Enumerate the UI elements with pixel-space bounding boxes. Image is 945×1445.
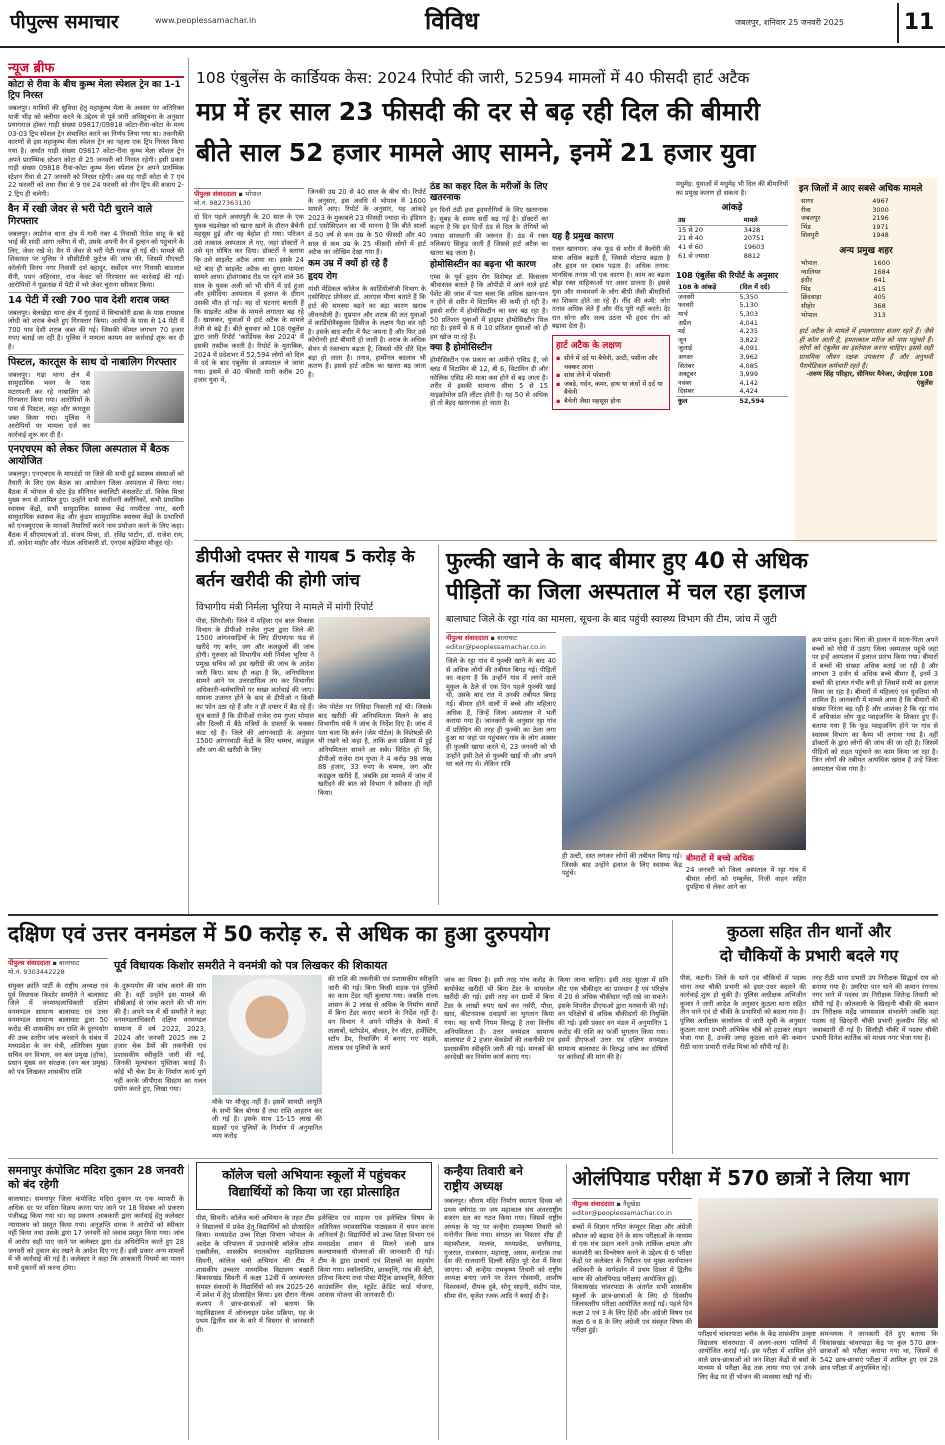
table-cell: 1600 <box>873 258 890 267</box>
lead-col-2 <box>308 188 426 528</box>
symptom-item: ▪ जबड़े, गर्दन, कमर, हाथ या कंधों में दर्द या बैचेनी <box>556 380 666 397</box>
olympiad-body: बच्चों में विज्ञान गणित कंप्यूटर शिक्षा और अंग्रेजी कौशल को बढ़ावा देने के साथ परीक्षाओं के माध्यम से एक मंच प्रदान करने उनके तार्किक क्षमता और कमजोरी का विश्लेषण करने के उद्देश्य से 6 परीक्षा केंद्रों पर कलेक्टर के निर्देशन एवं मुख्य कार्यपालन अधिकारी के मार्गदर्शन में प्रथम दिवस में द्वितीय चरण की ओलंपियाड परीक्षाएं आयोजित हुई। <box>572 1223 692 1283</box>
table-cell: 4967 <box>872 197 889 205</box>
page-number: 11 <box>897 3 939 43</box>
table-cell: 41 से 60 <box>678 242 704 251</box>
table-cell: 4,424 <box>739 387 758 396</box>
table-row <box>676 292 788 301</box>
table-cell: जून <box>678 335 687 344</box>
table-cell: 3428 <box>743 225 761 234</box>
section-rule <box>8 914 938 916</box>
table-row <box>799 285 933 294</box>
table-cell: 61 से ज्यादा <box>678 251 710 260</box>
column-rule <box>566 1164 567 1440</box>
table-cell: जबलपुर <box>801 214 821 223</box>
table-row <box>676 310 788 319</box>
table-cell: 5,130 <box>739 301 758 310</box>
forest-body: जांच का विषय है। इसी तरह पांच करोड़ के बायोवेस्ट खरीदी भी बिना टेंडर के वायरवेल खरीदी की गई। इसी तरह वन ग्रामों में बिना टेंडर के लाखों रुपए खर्च कर नर्सरी, पौधा, खाद, कीटनाशक दवाइयों का भुगतान किया गया। यह सभी नियम विरुद्ध है तथा वित्तीय अनियमितता है। उत्तर वनमंडल सामान्य बालाघाट में 2 हजार चेकडेमों की तकनीकी एवं प्रशासकीय स्वीकृति जारी की गई। मानकों की अनदेखी कर निर्माण कार्य कराए गए। <box>444 976 554 1062</box>
lead-col-3 <box>430 180 548 530</box>
table-cell: 21 से 40 <box>678 234 704 243</box>
byline-mobile: मो.नं. 9303442228 <box>8 968 65 976</box>
byline-city: भोपाल <box>244 190 261 198</box>
symptom-item: ▪ सीने में दर्द या बैचेनी, उल्टी, पसीना और चक्कर आना <box>556 354 666 371</box>
table-row <box>676 327 788 336</box>
symptom-item: ▪ बैचेनी जैसा महसूस होना <box>556 397 666 406</box>
table-cell: 5,303 <box>739 309 758 318</box>
table-cell: 4,235 <box>739 327 758 336</box>
table-row <box>676 319 788 328</box>
table-cell: सागर <box>801 197 814 205</box>
olympiad-body: विकासखंड चांवरपाठा के अंतर्गत सभी शासकीय स्कूलों के छात्र-छात्राओं के लिए दो दिवसीय जिलास्तरीय परीक्षा आयोजित कराई गई। पहले दिन कक्षा 2 एवं 3 के लिए हिंदी और अंग्रेजी विषय एवं कक्षा 6 व 8 के लिए अंग्रेजी एवं संस्कृत विषय की परीक्षा हुई। <box>572 1283 692 1335</box>
pistol-photo <box>94 371 184 423</box>
table-cell: ग्वालियर <box>801 267 821 276</box>
table-cell: 8812 <box>743 251 761 260</box>
byline-email[interactable]: editor@peoplessamachar.co.in <box>446 643 546 651</box>
brief-item <box>8 201 184 290</box>
forest-body: संयुक्त क्रांति पार्टी के राष्ट्रीय अध्यक्ष एवं पूर्व विधायक किशोर समरीते ने बालाघाट जिले में वनमण्डलाधिकारी दक्षिण वनमण्डल सामान्य बालाघाट एवं उत्तर वनमण्डल सामान्य बालाघाट द्वारा 50 करोड़ की शासकीय धन राशि के दुरुपयोग की उच्च स्तरीय जांच करवाने के संबंध में मध्यप्रदेश के वन मंत्री, अतिरिक्त मुख्य सचिव वन विभाग, वन बल प्रमुख (हॉफ), प्रधान मुख्य वन संरक्षक (वन बल प्रमुख) को पत्र लिखकर शासकीय राशि <box>8 982 108 1076</box>
lead-col-1 <box>194 188 304 528</box>
table-cell: सितंबर <box>678 361 695 370</box>
table-row <box>799 214 933 223</box>
table-cell: इंदौर <box>801 276 812 285</box>
site-url[interactable]: www.peoplessamachar.in <box>155 16 257 25</box>
district-table-title: इन जिलों में आए सबसे अधिक मामले <box>799 184 923 194</box>
byline-name: पीपुल्स संवाददाता <box>8 959 51 967</box>
dpo-col-2 <box>318 703 432 903</box>
kuthla-col-2 <box>812 974 938 1154</box>
table-row <box>676 379 788 388</box>
table-row <box>676 243 788 252</box>
table-cell: रीवा <box>801 205 811 214</box>
lead-overline: 108 एंबुलेंस के कार्डियक केस: 2024 रिपोर्ट की जारी, 52594 मामलों में 40 फीसदी हार्ट अटैक <box>196 69 750 87</box>
kuthla-body: तरह रीठी थाना प्रभारी उप निरीक्षक सिद्धार्थ राय को बनाया गया है। उमरिया पान थाने की कमान रंगनाथ नगर थाने में पदस्थ उप निरीक्षक जितेन्द्र तिवारी को सौंपी गई है। कोतवाली के खिरहनी चौकी की कमान उप निरीक्षक महेंद्र जायसवाल संभालेंगे जबकि वहां पदस्थ रहे खिरहनी चौकी प्रभारी कुलदीप सिंह को जवाबदारी दी गई है। सिलौड़ी चौकी में पदस्थ चौकी प्रभारी दिनेश कार्तिक को माधव नगर भेजा गया है। <box>812 974 938 1043</box>
lead-col-4 <box>552 230 670 530</box>
brief-body: जबलपुर। एनएचएम के मापदंडों पर जिले की सभी हुई स्वास्थ्य संस्थाओं को तैयारी के लिए एक बैठक का आयोजन जिला अस्पताल में किया गया। बैठक में भोपाल से स्टेट हेड सीनियर क्वालिटी कंसलटेंट डॉ. विवेक मिश्रा मुख्य रूप से शामिल हुए। उन्होंने सभी संजीवनी क्लीनिकों, सभी प्राथमिक स्वास्थ्य केंद्रों, सभी सामुदायिक स्वास्थ्य केंद्र नगमीरस नगर, बरगी सामुदायिक स्वास्थ्य केंद्र और कुंडम सामुदायिक स्वास्थ्य केंद्रों के प्रभारियों को एनक्यूएएस के मानकों तैयारियों करने नाम प्रयोजन करने के लिए कहा। बैठक में सीएमएचओ डॉ. संजय मिश्रा, डॉ. रविंद्र पाटोन, डॉ. राजेश राय, डॉ. आदेश माहौर और नोडल अधिकारी डॉ. एनएस बहेडिया मौजूद रहे। <box>8 470 184 548</box>
photo-caption: परीक्षार्थ चांवरपाठा ब्लॉक के केंद्र शासकीय उत्कृष्ट विद्यालय चांवरपाठा में अलग-अलग पालियों में आयोजित कराई गई। इस परीक्षा में शामिल होने वाले छात्र-छात्राओं को जन शिक्षा केंद्रों से बसों के माध्यम से परीक्षा केंद्र तक लाया गया एवं उनके लिए केंद्र पर ही भोजन की व्यवस्था रखी गई थी। <box>698 1330 816 1381</box>
table-row <box>676 370 788 379</box>
olympiad-headline: ओलंपियाड परीक्षा में 570 छात्रों ने लिया भाग <box>572 1166 910 1190</box>
byline-mobile: मो.नं. 9827363130 <box>194 199 251 207</box>
fulki-headline-1: फुल्की खाने के बाद बीमार हुए 40 से अधिक <box>446 549 808 574</box>
brief-headline: 14 पेटी में रखी 700 पाव देशी शराब जब्त <box>8 292 184 307</box>
fulki-caption-left <box>562 852 682 904</box>
symptoms-box <box>552 335 670 410</box>
fulki-body: क्रम प्रारंभ हुआ। चिंता की हालत में माता-पिता अपने बच्चों को गोदी में उठाए जिला अस्पताल पहुंचे जहां पर इन्हें अस्पताल में इलाज प्रारंभ किया गया। बीमारों में बच्चों की संख्या अधिक बताई जा रही है और लगभग 3 दर्जन से अधिक बच्चे बीमार हैं, इनमें 3 बच्चों की हालत गंभीर बनी हो जिसमें सभी का इलाज किया जा रहा है। बीमारों में महिलाएं एवं युवतियां भी शामिल हैं। जानकारी में मामले आया है कि बीमारों की संख्या निरंतर बढ़ रही है और आशंका है कि रट्टा गांव में अधिकांश लोग फूड प्वाइजनिंग के शिकार हुए हैं। बताया गया है कि फूड प्वाइजनिंग होने पर गांव से स्वास्थ्य विभाग का कैम्प भी लगाया गया है। वहीं डॉक्टरों के द्वारा लोगों की जांच की जा रही है। जिसमें पीड़ितों को राहत पहुंचाने का काम किया जा रहा है। जिन लोगों की तबीयत अत्यधिक खराब है उन्हें जिला अस्पताल भेजा गया है। <box>812 636 938 773</box>
byline-city: बालाघाट <box>496 634 518 642</box>
fulki-body: ही उल्टी, दस्त लगकर लोगों की तबीयत बिगड़ गई। जिसके बाद उन्होंने इलाज के लिए स्वास्थ्य केंद्र पहुंचे। <box>562 852 682 878</box>
byline: पीपुल्स संवाददाता ▪ बालाघाट मो.नं. 9303442228 <box>8 958 108 978</box>
forest-headline: दक्षिण एवं उत्तर वनमंडल में 50 करोड़ रु. से अधिक का हुआ दुरुपयोग <box>8 922 550 946</box>
table-row <box>799 223 933 232</box>
kanhaiya-body: जबलपुर। श्रीराम मंदिर निर्माण स्थापना दिवस को प्रथम वर्षगांठ पर जय महाकाल संघ अंतरराष्ट्रीय बजरंग दल का गठन किया गया। जिसमें राष्ट्रीय अध्यक्ष के पद पर कन्हैया रामकृष्ण तिवारी को मनोनीत किया गया। संगठन का विस्तार शीघ्र ही महाकौशल, मालवा, मध्यप्रदेश, छत्तीसगढ़, गुजरात, राजस्थान, महाराष्ट्र, असम, कर्नाटक तथा देश की राजधानी दिल्ली सहित पूरे देश में किया जाएगा। श्री कन्हैया रामकृष्ण तिवारी को राष्ट्रीय अध्यक्ष बनाए जाने पर रोशन गोस्वामी, आशीष विश्वकर्मा, दीपक दुबे, सोनू साहनी, संदीप पाल, सीमा सेन, बृजेश रजक आदि ने बधाई दी है। <box>444 1197 562 1300</box>
college-headline-box <box>196 1162 432 1210</box>
samnapur-story <box>8 1164 184 1440</box>
brief-headline: कोटा से रीवा के बीच कुम्भ मेला स्पेशल ट्रेन का 1-1 ट्रिप निरस्त <box>8 80 181 101</box>
table-cell: मार्च <box>678 309 688 318</box>
table-row <box>676 344 788 353</box>
table-cell: 19603 <box>743 242 765 251</box>
table-row <box>676 362 788 371</box>
fulki-deck: बालाघाट जिले के रट्टा गांव का मामला, सूचना के बाद पहुंची स्वास्थ्य विभाग की टीम, जांच में जुटी <box>446 614 777 625</box>
table-cell: अक्टूबर <box>678 370 697 379</box>
age-table-title: आंकड़े <box>721 203 743 214</box>
table-cell: नवंबर <box>678 378 692 387</box>
table-cell: मई <box>678 327 686 336</box>
kuthla-col-1 <box>680 974 806 1154</box>
table-row <box>799 268 933 277</box>
brief-item <box>8 441 184 547</box>
table-cell: भोपाल <box>801 310 818 319</box>
byline: पीपुल्स संवाददाता ▪ नैदुखेड़ा editor@peoplessamachar.co.in <box>572 1198 692 1220</box>
table-cell: 3000 <box>872 205 889 214</box>
forest-body: की राशि की तकनीकी एवं प्रशासकीय स्वीकृति जारी की गई। बिना किसी सड़क एवं पुलियों का काम टेंडर नहीं बुलाया गया। जबकि राज्य शासन के 2 लाख से अधिक के निर्माण कार्यों में बिना टेंडर कराए कराने के निर्देश नहीं है। वन विभाग ने अपने परिक्षेत्र के कैम्पों में तालाबों, स्टॉपडेम, बोल्डर, रेन वॉटर, हार्वेस्टिंग, स्टॉप डैम, रिचार्जिंग में बनाए गए सड़कें, तालाब एवं पुलियों के कार्य <box>328 975 438 1052</box>
table-cell: 405 <box>873 293 886 302</box>
brief-item <box>8 80 184 199</box>
section-rule <box>8 1158 938 1159</box>
table-cell: सीहोर <box>801 301 815 310</box>
lead-subhead: कम उम्र में क्यों हो रहे हैं <box>308 258 388 269</box>
byline-email[interactable]: editor@peoplessamachar.co.in <box>572 1209 672 1217</box>
news-brief-label: न्यूज ब्रीफ <box>8 58 184 78</box>
kuthla-body: पीसं, कटनी। जिले के थाने एवं चौकियों में पदस्थ थाना तथा चौकी प्रभारी को इधर-उधर बदलने की कार्रवाई शुरू हो चुकी है। पुलिस अधीक्षक अभिजीत कुमार ने जारी आदेश के अनुसार कुठला थाना सहित तीन थाने एवं दो चौकी के प्रभारियों को बदला गया है। पुलिस अधीक्षक कार्यालय से जारी सूची के अनुसार कुठला थाना प्रभारी अभिषेक चौबे को हटाकर लाइन भेजा गया है, उनकी जगह कुठला थाने की कमान रीठी थाना प्रभारी राजेंद्र मिश्रा को सौंपी गई है। <box>680 974 806 1051</box>
lead-subhead: ठंड का कहर दिल के मरीजों के लिए खतरनाक <box>430 182 548 203</box>
table-row <box>676 387 788 396</box>
table-cell: छिंदवाड़ा <box>801 293 822 302</box>
exam-hall-photo <box>698 1198 938 1328</box>
quote-author: -तरुण सिंह परिहार, सीनियर मैनेजर, जेएईएस 108 एंबुलेंस <box>806 370 933 387</box>
table-cell: 641 <box>873 276 886 285</box>
samnapur-body: बालाघाट। समनापुर जिला कंपोजिट मदिरा दुकान पर एक व्यापारी के अधिक दर पर मदिरा विक्रय करना पाए जाने पर 18 दिसंबर को प्रकरण पंजीबद्ध किया गया था। यह प्रकरण आबकारी द्वारा कार्रवाई हेतु कलेक्टर न्यायालय को प्रस्तुत किया गया। अनुज्ञप्ति धारक ने आरोपों को स्वीकार नहीं किया तथा उसके द्वारा 17 जनवरी को जवाब प्रस्तुत किया गया। जांच में आरोप सही पाए जाने पर कलेक्टर द्वारा दंड अधिरोपित करते हुए 28 जनवरी को दुकान बंद रखने के आदेश दिए गए हैं। इसी प्रकार अन्य मामलों में भी कार्रवाई की गई है। कलेक्टर ने कहा कि आबकारी नियमों का पालन सभी दुकानों को करना होगा। <box>8 1195 184 1272</box>
symptoms-title: हार्ट अटैक के लक्षण <box>556 340 622 351</box>
section-title: विविध <box>425 7 479 35</box>
forest-body: के दुरूपयोग की जांच कराने की मांग की है। वहीं उन्होंने इस मामले की सीबीआई से जांच कराने की भी मांग की है। अपने पत्र में श्री समरीते ने कहा वनमण्डलाधिकारी दक्षिण वनमण्डल सामान्य में वर्ष 2022, 2023, 2024 और जनवरी 2025 तक 2 हजार चेक डैमों की तकनीकी एवं प्रशासकीय स्वीकृति जारी की गई, जिनकी मूल्यांकन पुस्तिका बनाई है। कोई भी चेक डैम के निर्माण कार्य पूर्ण नहीं करके जीपीएस सिस्टम का गलत प्रयोग करते हुए, लिखा गया। <box>114 982 206 1094</box>
lead-subhead: यह है प्रमुख कारण <box>552 232 614 242</box>
table-cell: भोपाल <box>801 258 818 267</box>
brief-body: जबलपुर। लार्डगंज थाना क्षेत्र में गली नंबर 4 निवासी रितेश साहू के बड़े भाई की शादी आगा तलैया में थी, उसके अपनी वैन में दुल्हन को पहुंचाने के लिए, जेवर रखे थे। वैन में जेवर से भरी पेटी गायब हो गई थी। मामले की शिकायत पर पुलिस ने सीसीटीवी फुटेज की जांच की, जिसमें पीएचटी कॉलोनी विनय नगर निवासी दर्श बहादुर, सर्वोदय नगर निवासी बाडलाल सैनी, पवन अहिरवार, राज केवट को गिरफ्तार कर कार्रवाई की गई। आरोपियों ने पूछताछ में पेटी में भरे जेवर चुराना स्वीकार किया। <box>8 229 184 290</box>
table-cell: 3,999 <box>739 370 758 379</box>
table-cell: 15 से 20 <box>678 225 704 234</box>
college-headline-2: विद्यार्थियों को किया जा रहा प्रोत्साहित <box>228 1184 400 1199</box>
forest-body: किया जाना चाहिए। इसी तरह सुरक्षा में प्रति वीट एक चौकीदार का प्रावधान है एवं परिक्षेत्र में 20 से अधिक चौकीदार नहीं रखे जा सकते। इसके विपरीत डीएफओ द्वारा मनमानी की गई। वन परिक्षेत्रों से अधिक चौकीदारों की नियुक्ति की गई। इसी प्रकार वन मंडल में अनुमानित 1 करोड़ की राशि का फर्जी भुगतान किया गया। इसमें डीएफओ उत्तर एवं दक्षिण वनमंडल सामान्य बालाघाट के विरुद्ध जांच कर दोषियों पर कार्रवाई की मांग की है। <box>558 976 668 1062</box>
hospital-photo <box>562 636 806 850</box>
lead-subhead: होमोसिस्टीन का बढ़ना भी कारण <box>430 259 536 270</box>
table-cell: 4,142 <box>739 378 758 387</box>
lead-body: जिनकी उम्र 20 से 40 साल के बीच थी। रिपोर्ट के अनुसार, इस अवधि में भोपाल में 1600 मामले आए। रिपोर्ट के अनुसार, यह आंकड़े 2023 के मुकाबले 23 फीसदी ज्यादा थे। इंडियन हार्ट एसोसिएशन का भी मानना है कि बीते सालों में 50 वर्ष से कम उम्र के 50 फीसदी और 40 साल से कम उम्र के 25 फीसदी लोगों में हार्ट अटैक का जोखिम देखा गया है। <box>308 188 426 257</box>
table-header: 108 के आंकड़े <box>678 283 717 292</box>
fulki-caption-right <box>686 852 806 904</box>
college-body: इलेक्टिव एवं माइनर एवं इलेक्टिव विषय के अतिरिक्त व्यावसायिक पाठ्यक्रम में चयन करना अनिवार्य है। विद्यार्थियों को उच्च शिक्षा विभाग एवं मध्यप्रदेश शासन से मिलने वाली छात्र कल्याणकारी योजनाओं की जानकारी दी गई। टीम के द्वारा प्राचार्य एवं शिक्षकों का सहयोग किया गया। स्कॉलरशिप, छात्रवृत्ति, गांव की बेटी, प्रतिभा किरण तथा पोस्ट मैट्रिक छात्रवृत्ति, कैरियर काउंसलिंग सेल, स्टूडेंट क्रेडिट कार्ड योजना, आवास योजना की जानकारी दी। <box>318 1214 434 1300</box>
column-rule <box>672 920 673 1154</box>
college-col-1 <box>196 1214 314 1440</box>
kuthla-headline-2: दो चौकियों के प्रभारी बदले गए <box>719 946 899 965</box>
news-brief-column <box>8 58 184 914</box>
samnapur-headline: समनापुर कंपोजिट मदिरा दुकान 28 जनवरी को बंद रहेगी <box>8 1164 184 1191</box>
table-cell: अप्रैल <box>678 318 692 327</box>
table-row <box>799 197 933 206</box>
brand-logo: पीपुल्स समाचार <box>10 11 119 33</box>
fulki-col-3 <box>812 636 938 906</box>
table-row <box>676 225 788 234</box>
photo-caption-title: बीमारों में बच्चे अधिक <box>686 854 754 864</box>
lead-subhead: हृदय रोग <box>308 271 338 282</box>
brief-body: जबलपुर। गढ़ा थाना क्षेत्र में सामुदायिक भवन के पास मटरगश्ती कर रहे नाबालिग को गिरफ्तार किया गया। आरोपियों के पास से पिस्टल, कट्टा और कारतूस जब्त किया गया। पुलिस ने आरोपियों पर मामला दर्ज कर कार्रवाई शुरू कर दी है। <box>8 370 90 439</box>
table-row <box>676 396 788 405</box>
month-table-title: 108 एंबुलेंस की रिपोर्ट के अनुसार <box>676 271 779 281</box>
byline-name: पीपुल्स संवाददाता <box>572 1200 615 1208</box>
column-rule <box>188 58 189 914</box>
olympiad-col-1 <box>572 1198 692 1335</box>
forest-body: मौके पर मौजूद नहीं है। इसमें सामग्री आपूर्ति के सभी बिल बोगस हैं तथा राशि आहरण कर ली गई है। इसके साथ 15-15 लाख की सड़कों एवं पुलियों के निर्माण में अनुमानित व्यय करोड़ <box>212 1098 322 1141</box>
byline-city: नैदुखेड़ा <box>622 1200 641 1208</box>
lead-subhead: क्या है होमोसिस्टीन <box>430 343 493 354</box>
table-row <box>799 302 933 311</box>
lead-body: इन दिनों ठंडी हवा हृदयरोगियों के लिए खतरनाक है। सुबह के समय सर्दी बढ़ गई है। डॉक्टरों का कहना है कि इन दिनों ठंड से दिल के रोगियों को ज्यादा सावधानी की जरूरत है। ठंड में रक्त नलिकाएं सिकुड़ जाती हैं जिससे हार्ट अटैक का खतरा बढ़ जाता है। <box>430 206 548 257</box>
byline-name: पीपुल्स संवाददाता <box>446 634 489 642</box>
brief-headline: वैन में रखी जेवर से भरी पेटी चुराने वाले गिरफ्तार <box>8 201 184 228</box>
city-table-title: अन्य प्रमुख शहर <box>839 245 893 256</box>
forest-deck: पूर्व विधायक किशोर समरीते ने वनमंत्री को पत्र लिखकर की शिकायत <box>114 959 388 972</box>
table-cell: 1948 <box>872 231 889 240</box>
table-cell: 5,350 <box>739 292 758 301</box>
table-cell: 313 <box>873 310 886 319</box>
table-header: (दिल में दर्द) <box>739 283 771 292</box>
brief-body: जबलपुर। यात्रियों की सुविधा हेतु महाकुम्भ मेला के अवसर पर अतिरिक्त यात्री भीड़ को क्लीयर करने के उद्देश्य से पूर्व जारी अधिसूचना के अनुसार प्रयागराज होकर गाड़ी संख्या 09817/09818 कोटा-रीवा-कोटा के मध्य 03-03 ट्रिप स्पेशल ट्रेन संचालित करने का निर्णय लिया गया था। तकनीकी कारणों से इस महाकुम्भ मेला स्पेशल ट्रेन का पहला एक ट्रिप निरस्त किया गया है। अर्थात गाड़ी संख्या 09817 कोटा-रीवा कुम्भ मेला स्पेशल ट्रेन अपने प्रारम्भिक स्टेशन कोटा से 25 जनवरी को निरस्त रहेगी। इसी प्रकार गाड़ी संख्या 09818 रीवा-कोटा कुम्भ मेला स्पेशल ट्रेन अपने प्रारम्भिक स्टेशन रीवा से 27 जनवरी को निरस्त रहेगी। अब यह गाड़ी कोटा से 7 एवं 22 फरवरी को तथा रीवा से 9 एवं 24 फरवरी को तीन ट्रिप की बजाय 2-2 ट्रिप ही चलेगी। <box>8 104 185 198</box>
table-row <box>799 311 933 320</box>
table-row <box>676 234 788 243</box>
brief-item <box>8 292 184 352</box>
table-header: मामले <box>743 216 758 225</box>
photo-caption: 24 जनवरी को जिला अस्पताल में रट्टा गांव में बीमार लोगों को एम्बुलेंस, निजी वाहन सहित दुपहिया से लेकर आने का <box>686 866 806 892</box>
byline-name: पीपुल्स संवाददाता <box>194 190 237 198</box>
lead-body: गांधी मेडिकल कॉलेज के कार्डियोलॉजी विभाग के एसोसिएट प्रोफेसर डॉ. आरएस मीणा बताते हैं कि हार्ट की समस्या बढ़ने का बड़ा कारण खराब जीवनशैली है। धूम्रपान और शराब की लत युवाओं में कार्डियोवैस्कुलर डिसीज के लक्षण पैदा कर रही है। इसके बाद शरीर में फैट जमना है और फिर उसे कोरोनरी हार्ट बीमारी हो जाती है। शराब के अधिक सेवन से रक्तचाप बढ़ता है, जिससे धीरे धीरे दिल बड़ा हो जाता है। तनाव, हार्मोनल बदलाव भी कारण हैं। इससे हार्ट अटैक का खतरा बढ़ जाता है। <box>308 284 426 379</box>
table-cell: दिसंबर <box>678 387 694 396</box>
table-cell: 415 <box>873 284 886 293</box>
age-table <box>676 216 788 260</box>
table-cell: जनवरी <box>678 292 695 301</box>
column-rule <box>438 545 439 905</box>
olympiad-col-3 <box>820 1330 938 1440</box>
forest-col-4 <box>328 975 438 1154</box>
lead-body: एम्स के पूर्व हृदय रोग विशेषज्ञ डॉ. किसलय श्रीवास्तव बताते हैं कि ओपीडी में आने वाले हार्ट पेशेंट की जांच में पता चला कि अधिक खान-पान न होने से शरीर में विटामिन की कमी हो रही है। इससे शरीर में होमोसिस्टीन का स्तर बढ़ रहा है। 50 प्रतिशत युवाओं में हाइपर होमोसिस्टीन मिल रहा है। इसमें से 8 से 10 प्रतिशत युवाओं को ही हम खोज पा रहे हैं। <box>430 272 548 341</box>
table-row <box>799 231 933 240</box>
office-photo <box>318 617 430 699</box>
politician-photo <box>212 975 322 1095</box>
table-row <box>676 336 788 345</box>
table-cell: 2196 <box>872 214 889 223</box>
table-cell: भिंड <box>801 222 811 231</box>
byline-city: बालाघाट <box>58 959 80 967</box>
column-rule <box>438 1164 439 1440</box>
table-cell: शिवपुरी <box>801 231 819 240</box>
table-cell: अगस्त <box>678 352 693 361</box>
table-row <box>799 206 933 215</box>
table-row <box>676 301 788 310</box>
column-rule <box>188 1164 189 1440</box>
table-header: उम्र <box>678 216 686 225</box>
dpo-col-1 <box>196 617 314 902</box>
table-row <box>799 276 933 285</box>
table-row <box>676 353 788 362</box>
symptoms-list <box>556 354 666 406</box>
lead-body: मधुमेह: युवाओं में मधुमेह भी दिल की बीमारियों का प्रमुख कारण हो सकता है। <box>676 180 788 197</box>
table-cell: कुल <box>678 396 688 405</box>
fulki-body: जिले के रट्टा गांव में फुल्की खाने के बाद 40 से अधिक लोगों की तबीयत बिगड़ गई। पीड़ितों का कहना है कि उन्होंने गांव में लगने वाले मुकुल के ठेले से एक दिन पहले फुल्की खाई थी, उसके बाद रात में उनकी तबीयत बिगड़ गई। बीमार होने वालों में बच्चे और महिलाएं अधिक हैं, जिन्हें जिला अस्पताल में भर्ती कराया गया है। जानकारी के अनुसार रट्टा गांव में प्रतिदिन की तरह ही फुल्की का ठेला लगा हुआ था जहां पर पहुंचकर गांव के लोग अक्सर ही फुल्की खाया करते थे, 23 जनवरी को भी उन्होंने इसी ठेले से फुल्की खाई थी और अपने घर चले गए थे। लेकिन रात्रि <box>446 657 556 769</box>
kanhaiya-headline-1: कन्हैया तिवारी बने <box>444 1164 523 1178</box>
masthead <box>0 0 945 48</box>
table-cell: 368 <box>873 301 886 310</box>
college-headline-1: कॉलेज चलो अभियानः स्कूलों में पहुंचकर <box>222 1167 406 1182</box>
table-cell: 4,091 <box>739 344 758 353</box>
table-cell: 52,594 <box>739 396 765 405</box>
byline: पीपुल्स संवाददाता ▪ बालाघाट editor@peoplessamachar.co.in <box>446 632 556 654</box>
byline: पीपुल्स संवाददाता ▪ भोपाल मो.नं. 9827363130 <box>194 188 304 210</box>
table-row <box>799 259 933 268</box>
kuthla-headline-1: कुठला सहित तीन थानों और <box>727 922 891 941</box>
forest-col-2 <box>114 982 206 1154</box>
table-cell: 4,041 <box>739 318 758 327</box>
table-row <box>799 293 933 302</box>
district-table <box>799 197 933 240</box>
table-cell: 4,085 <box>739 361 758 370</box>
table-cell: जुलाई <box>678 344 693 353</box>
lead-body: गलत खानपान: जंक फूड से शरीर में कैलोरी की मात्रा अधिक बढ़ती है, जिससे मोटापा बढ़ता है और हृदय पर दबाव पड़ता है। अधिक तनाव: मानसिक तनाव भी एक कारण है। काम का बढ़ता बोझ रक्त वाहिकाओं पर असर डालता है। इससे युवा और मध्यमवर्ग के लोग बीपी जैसी बीमारियों का शिकार होते जा रहे हैं। नींद की कमी: लोग तनाव अधिक लेते हैं और नींद पूरी नहीं करते। देर रात सोना और जल्द उठना भी हृदय रोग को बढ़ावा देता है। <box>552 245 670 331</box>
brief-item <box>8 354 184 440</box>
brief-body: जबलपुर। बेलखेड़ा थाना क्षेत्र में गुंदराई में सिचाकोरी ढाबा के पास रायसाब लोधी को शराब बेचते हुए गिरफ्तार किया। आरोपी के पास से 14 पेटी में 700 पाव देशी शराब जब्त की गई। जिसकी कीमत लगभग 70 हजार रुपए बताई जा रही है। पुलिस ने मामला कायम कर कार्रवाई शुरू कर दी है। <box>8 308 184 352</box>
forest-col-5 <box>444 920 554 1154</box>
month-table <box>676 283 788 405</box>
lead-body: होमोसिस्टीन एक प्रकार का अमीनो एसिड है, जो ब्लड में विटामिन बी 12, बी 6, विटामिन डी और फोलिक एसिड की मात्रा कम होने से बढ़ जाता है। शरीर में इसकी सामान्य सीमा 5 से 15 माइक्रोमोल प्रति लीटर होती है। यह 50 से अधिक हो तो बेहद खतरनाक हो जाता है। <box>430 356 548 408</box>
college-col-2 <box>318 1214 434 1440</box>
kanhaiya-story <box>444 1164 562 1440</box>
dpo-headline: डीपीओ दफ्तर से गायब 5 करोड़ के बर्तन खरीदी की होगी जांच <box>196 547 415 591</box>
forest-col-1 <box>8 982 108 1154</box>
fulki-col-1 <box>446 632 556 904</box>
brief-headline: पिस्टल, कारतूस के साथ दो नाबालिग गिरफ्तार <box>8 354 184 369</box>
brief-headline: एनएचएम को लेकर जिला अस्पताल में बैठक आयोजित <box>8 441 184 468</box>
stats-sidebar <box>795 178 937 543</box>
kanhaiya-headline-2: राष्ट्रीय अध्यक्ष <box>444 1179 503 1193</box>
section-rule <box>194 540 937 541</box>
forest-photo-caption <box>212 1098 322 1154</box>
dpo-body: पीसं, सिंगरौली। जिले में महिला एवं बाल विकास विभाग के डीपीओ राजेश गुप्ता द्वारा जिले की 1500 आंगनवाड़ियों के लिए डीएमएफ फंड से खरीदे गए बर्तन, जग और कलछुलों की जांच होगी। गुरुवार को विभागीय मंत्री निर्मला भूरिया ने प्रमुख सचिव को इस खरीदी की जांच के आदेश जारी किए। साथ ही कहा है कि, अनियमितता सामने आने पर उत्तरदायित्व तय कर विभागीय अधिकारी-कर्मचारियों पर सख्त कार्रवाई की जाए। मामला उजागर होने के बाद से डीपीओ न किसी का फोन उठा रहे हैं और न ही दफ्तर में बैठ रहे हैं। सूत्र बताते हैं कि डीपीओ राजेश राम गुप्ता भोपाल और दिल्ली में बैठे मंत्रियों के दफ्तरों के चक्कर काट रहे हैं। जिले की आंगनवाड़ी के अनुसार 1500 आंगनवाड़ी केंद्रों के लिए चम्मच, कड़छुल और जग की खरीदी के लिए <box>196 617 314 754</box>
table-cell: 3,822 <box>739 335 758 344</box>
table-cell: 3,962 <box>739 352 758 361</box>
table-row <box>676 252 788 261</box>
fulki-headline-2: पीड़ितों का जिला अस्पताल में चल रहा इलाज <box>446 580 806 605</box>
dpo-body: जेम पोर्टल पर निविदा निकाली गई थी। जिसके बाद खरीदी की अनियमितता मिलने के बाद विभागीय मंत्री ने जांच के निर्देश दिए हैं। जांच में पता चला कि बर्तन (जेम पोर्टल) के विशेषज्ञों की भी रखने को कहा है, ताकि क्रय प्रक्रिया में हुई अनियमितता सामने आ सके। विदित हो कि, डीपीओ राजेश राम गुप्ता ने 4 करोड़ 98 लाख 88 हजार, 33 रुपए के चम्मच, जग और कड़छुल खरीदे हैं, जबकि इस मामले में जांच में खरीदने की बात को विभाग ने स्वीकार ही नहीं किया। <box>318 703 432 797</box>
table-cell: 20751 <box>743 234 765 243</box>
table-cell: 1971 <box>872 222 889 231</box>
dateline: जबलपुर, शनिवार 25 जनवरी 2025 <box>735 18 844 27</box>
olympiad-caption <box>698 1330 816 1440</box>
dpo-deck: विभागीय मंत्री निर्मला भूरिया ने मामले में मांगी रिपोर्ट <box>196 602 374 613</box>
lead-body: दो दिन पहले अवधपुरी के 20 साल के एक युवक चंद्रशेखर को खाना खाने के दौरान बैचेनी महसूस हुई और वह बेहोश हो गया। परिजन उसे तत्काल अस्पताल ले गए, जहां डॉक्टरों ने उसे मृत घोषित कर दिया। डॉक्टरों ने बताया कि उसे साइलेंट अटैक आया था। इसके 24 घंटे बाद ही साइलेंट अटैक का दूसरा मामला सामने आया। होशंगाबाद रोड पर रहने वाले 36 साल के युवक अली को भी सीने में दर्द हुआ और हमीदिया अस्पताल में इलाज के दौरान उसकी मौत हो गई। यह दो घटनाएं बताती हैं कि साइलेंट अटैक के मामले लगातार बढ़ रहे हैं। खासकर, युवाओं में हार्ट अटैक के मामले तेजी से बढ़े हैं। बीते बुधवार को 108 एंबुलेंस द्वारा जारी रिपोर्ट 'कार्डियक केस 2024' में इसकी तस्दीक करती है। रिपोर्ट के मुताबिक, 2024 में प्रदेशभर में 52,594 लोगों को दिल में दर्द के बाद एंबुलेंस से अस्पताल ले जाया गया। इसमें से 40 फीसदी यानी करीब 20 हजार युवा थे, <box>194 213 304 385</box>
table-cell: भिंड <box>801 284 811 293</box>
lead-headline-1: मप्र में हर साल 23 फीसदी की दर से बढ़ रही दिल की बीमारी <box>196 97 760 126</box>
quote: हार्ट अटैक के मामले में हमलगातार सजग रहते हैं। जैसे ही कॉल आती है, हमतत्काल मरीज को पास पहुंचते हैं। लोगों को एंबुलेंस का इस्तेमाल करना चाहिए। इससे सही प्राथमिक जीवन रक्षक उपकरण हैं और अनुभवी पैरामेडिकल कर्मचारी रहते हैं। <box>799 327 933 370</box>
symptom-item: ▪ सांस लेने में परेशानी <box>556 371 666 380</box>
college-body: पीसं, सिवनी। कॉलेज चलो अभियान के तहत टीम ने विद्यालयों में प्रवेश हेतु विद्यार्थियों को प्रोत्साहित किया। मध्यप्रदेश उच्च शिक्षा विभाग भोपाल के आदेश के परिपालन में प्रधानमंत्री कॉलेज ऑफ एक्सीलेंस, शासकीय स्नातकोत्तर महाविद्यालय सिवनी, कॉलेज चलो अभियान की टीम ने शासकीय उच्चतर माध्यमिक विद्यालय बखारी बिकासखंड सिवनी में कक्षा 12वीं में अध्ययनरत समस्त संकायों के विद्यार्थियों को सत्र 2025-26 में प्रवेश में हेतु प्रोत्साहित किया। इस दौरान नीलम कश्यप ने छात्र-छात्राओं को बताया कि महाविद्यालय में ऑनलाइन प्रवेश प्रक्रिया, यह के प्रथम द्वितीय सत्र के बारे में विस्तार से जानकारी दी। <box>196 1214 314 1334</box>
olympiad-body: समन्वयक ने जानकारी देते हुए बताया कि विकासखंड चांवरपाठा केंद्र पर कुल 570 छात्र-छात्राओं को परीक्षा कराया गया था, जिसमें से 542 छात्र-छात्राएं परीक्षा में शामिल हुए एवं 28 छात्र परीक्षा में अनुपस्थित रहे। <box>820 1330 938 1373</box>
forest-col-6 <box>558 920 668 1154</box>
table-cell: फरवरी <box>678 301 694 310</box>
lead-col-5 <box>676 180 788 530</box>
table-cell: 1684 <box>873 267 890 276</box>
city-table <box>799 259 933 319</box>
lead-headline-2: बीते साल 52 हजार मामले आए सामने, इनमें 21 हजार युवा <box>196 138 756 167</box>
